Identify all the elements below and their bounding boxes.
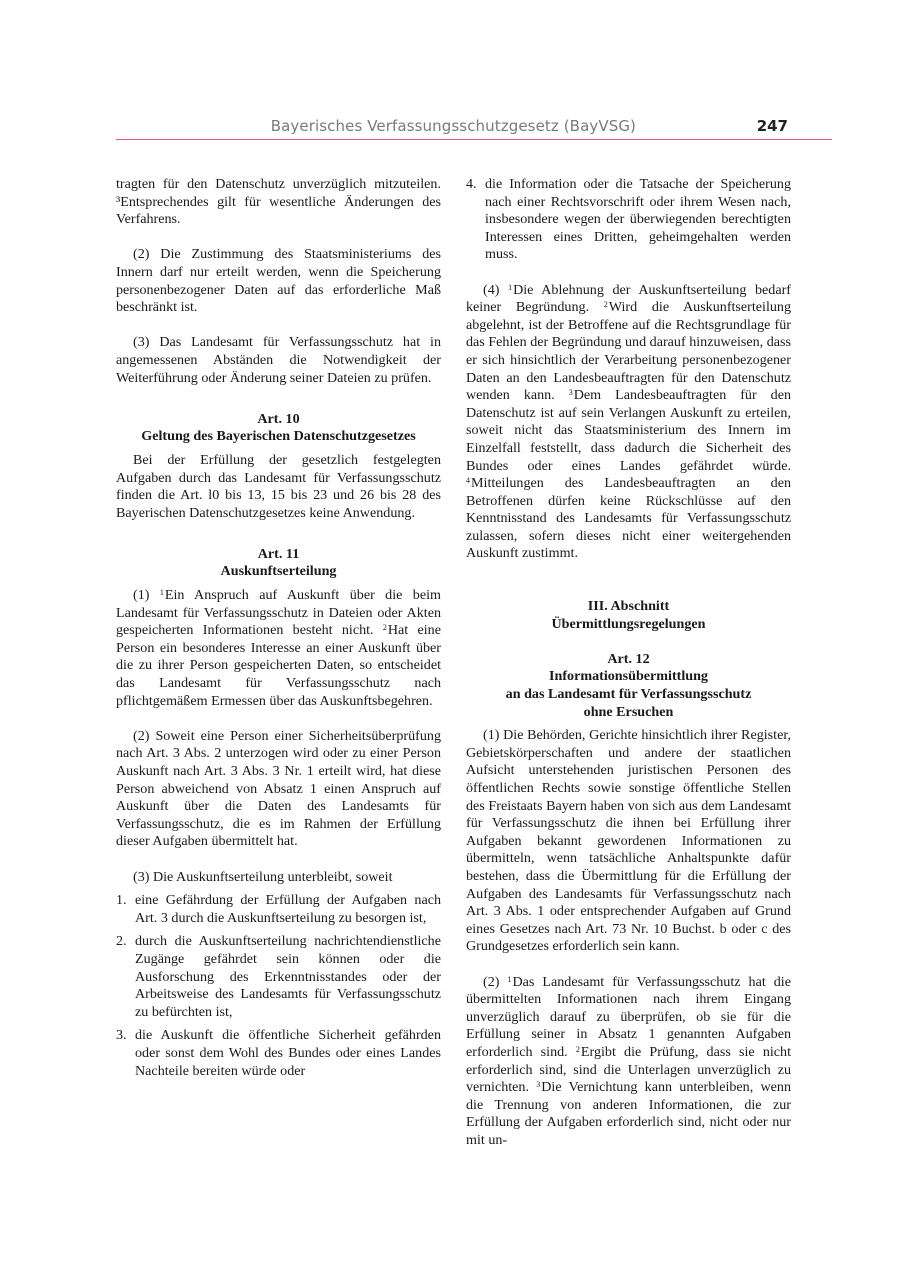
- running-title: Bayerisches Verfassungsschutzgesetz (BayVSG): [270, 117, 636, 135]
- article-12-paragraph-2: (2) $^1$Das Landesamt für Verfassungsschutz hat die übermittelten Informationen nach ihrem Eingang unverzüglich darauf zu überprüfen, ob sie für die Erfüllung seiner in Absatz 1 genannten Aufgaben erforderlich sind. $^2$Ergibt die Prüfung, dass sie nicht erforderlich sind, sind die Unterlagen unverzüglich zu vernichten. $^3$Die Vernichtung kann unterbleiben, wenn die Trennung von anderen Informationen, die zur Erfüllung der Aufgaben erforderlich sind, nicht oder nur mit un-: [466, 973, 792, 1148]
- article-11-paragraph-1: (1) $^1$Ein Anspruch auf Auskunft über die beim Landesamt für Verfassungsschutz in Dateien oder Akten gespeicherten Informationen besteht nicht. $^2$Hat eine Person ein besonderes Interesse an einer Auskunft über die zu ihrer Person gespeicherten Daten, so entscheidet das Landesamt für Verfassungsschutz nach pflichtgemäßem Ermessen über das Auskunftsbegehren.: [116, 587, 441, 709]
- article-10-text: Bei der Erfüllung der gesetzlich festgelegten Aufgaben durch das Landesamt für Verfassungsschutz finden die Art. l0 bis 13, 15 bis 23 und 26 bis 28 des Bayerischen Datenschutzgesetzes keine Anwendung.: [116, 451, 441, 521]
- paragraph-continued: tragten für den Datenschutz unverzüglich mitzuteilen. ³Entsprechendes gilt für wesentliche Änderungen des Verfahrens.: [116, 176, 441, 228]
- article-10-number: Art. 10: [257, 410, 300, 427]
- paragraph-2: (2) Die Zustimmung des Staatsministeriums des Innern darf nur erteilt werden, wenn die Speicherung personenbezogener Daten auf das erforderliche Maß beschränkt ist.: [116, 246, 441, 316]
- article-12-title-line-3: ohne Ersuchen: [583, 703, 674, 720]
- article-12-number: Art. 12: [607, 650, 650, 667]
- article-11-number: Art. 11: [257, 545, 300, 562]
- article-11-title: Auskunftserteilung: [220, 563, 337, 580]
- list-item: 3. die Auskunft die öffentliche Sicherheit gefährden oder sonst dem Wohl des Bundes oder eines Landes Nachteile bereiten würde oder: [116, 1027, 441, 1079]
- page-number: 247: [756, 117, 788, 135]
- article-11-paragraph-2: (2) Soweit eine Person einer Sicherheitsüberprüfung nach Art. 3 Abs. 2 unterzogen wird oder zu einer Person Auskunft nach Art. 3 Abs. 3 Nr. 1 erteilt wird, hat diese Person abweichend von Absatz 1 einen Anspruch auf Auskunft über die Daten des Landesamts für Verfassungsschutz, die es im Rahmen der Erfüllung dieser Aufgaben übermittelt hat.: [116, 727, 441, 850]
- article-11-paragraph-4: (4) $^1$Die Ablehnung der Auskunftserteilung bedarf keiner Begründung. $^2$Wird die Auskunftserteilung abgelehnt, ist der Betroffene auf die Rechtsgrundlage für das Fehlen der Begründung und darauf hinzuweisen, dass er sich hinsichtlich der Verarbeitung personenbezogener Daten an den Landesbeauftragten für den Datenschutz wenden kann. $^3$Dem Landesbeauftragten für den Datenschutz ist auf sein Verlangen Auskunft zu erteilen, soweit nicht das Staatsministerium des Innern im Einzelfall feststellt, dass dadurch die Sicherheit des Bundes oder eines Landes gefährdet würde. $^4$Mitteilungen des Landesbeauftragten an den Betroffenen dürfen keine Rückschlüsse auf den Kenntnisstand des Landesamts für Verfassungsschutz zulassen, sofern dieses nicht einer weitergehenden Auskunft zustimmt.: [466, 281, 792, 562]
- left-column: [116, 176, 441, 1080]
- paragraph-3: (3) Das Landesamt für Verfassungsschutz hat in angemessenen Abständen die Notwendigkeit der Weiterführung oder Änderung seiner Dateien zu prüfen.: [116, 334, 441, 386]
- article-11-paragraph-3: (3) Die Auskunftserteilung unterbleibt, soweit: [133, 868, 393, 885]
- article-12-title-line-1: Informationsübermittlung: [549, 668, 708, 685]
- article-12-title-line-2: an das Landesamt für Verfassungsschutz: [505, 686, 752, 703]
- section-title: Übermittlungsregelungen: [551, 615, 706, 632]
- article-10-title: Geltung des Bayerischen Datenschutzgesetzes: [141, 428, 416, 445]
- list-item: 4. die Information oder die Tatsache der Speicherung nach einer Rechtsvorschrift oder ihrem Wesen nach, insbesondere wegen der überwiegenden berechtigten Interessen eines Dritten, geheimgehalten werden muss.: [466, 176, 791, 263]
- running-header: [116, 117, 832, 140]
- list-item: 1. eine Gefährdung der Erfüllung der Aufgaben nach Art. 3 durch die Auskunftserteilung zu besorgen ist,: [116, 892, 441, 926]
- right-column: [466, 176, 791, 1149]
- article-12-paragraph-1: (1) Die Behörden, Gerichte hinsichtlich ihrer Register, Gebietskörperschaften und andere der staatlichen Aufsicht unterstehenden juristischen Personen des öffentlichen Rechts sowie sonstige öffentliche Stellen des Freistaats Bayern haben von sich aus dem Landesamt für Verfassungsschutz die ihnen bei Erfüllung ihrer Aufgaben bekannt gewordenen Informationen zu übermitteln, wenn tatsächliche Anhaltspunkte dafür bestehen, dass die Übermittlung für die Erfüllung der Aufgaben des Landesamts für Verfassungsschutz nach Art. 3 Abs. 1 oder entsprechender Aufgaben auf Grund eines Gesetzes nach Art. 73 Nr. 10 Buchst. b oder c des Grundgesetzes erforderlich sein kann.: [466, 727, 791, 955]
- list-item: 2. durch die Auskunftserteilung nachrichtendienstliche Zugänge gefährdet sein können oder die Ausforschung des Erkenntnisstandes oder der Arbeitsweise des Landesamts für Verfassungsschutz zu befürchten ist,: [116, 933, 441, 1020]
- section-number: III. Abschnitt: [587, 598, 670, 615]
